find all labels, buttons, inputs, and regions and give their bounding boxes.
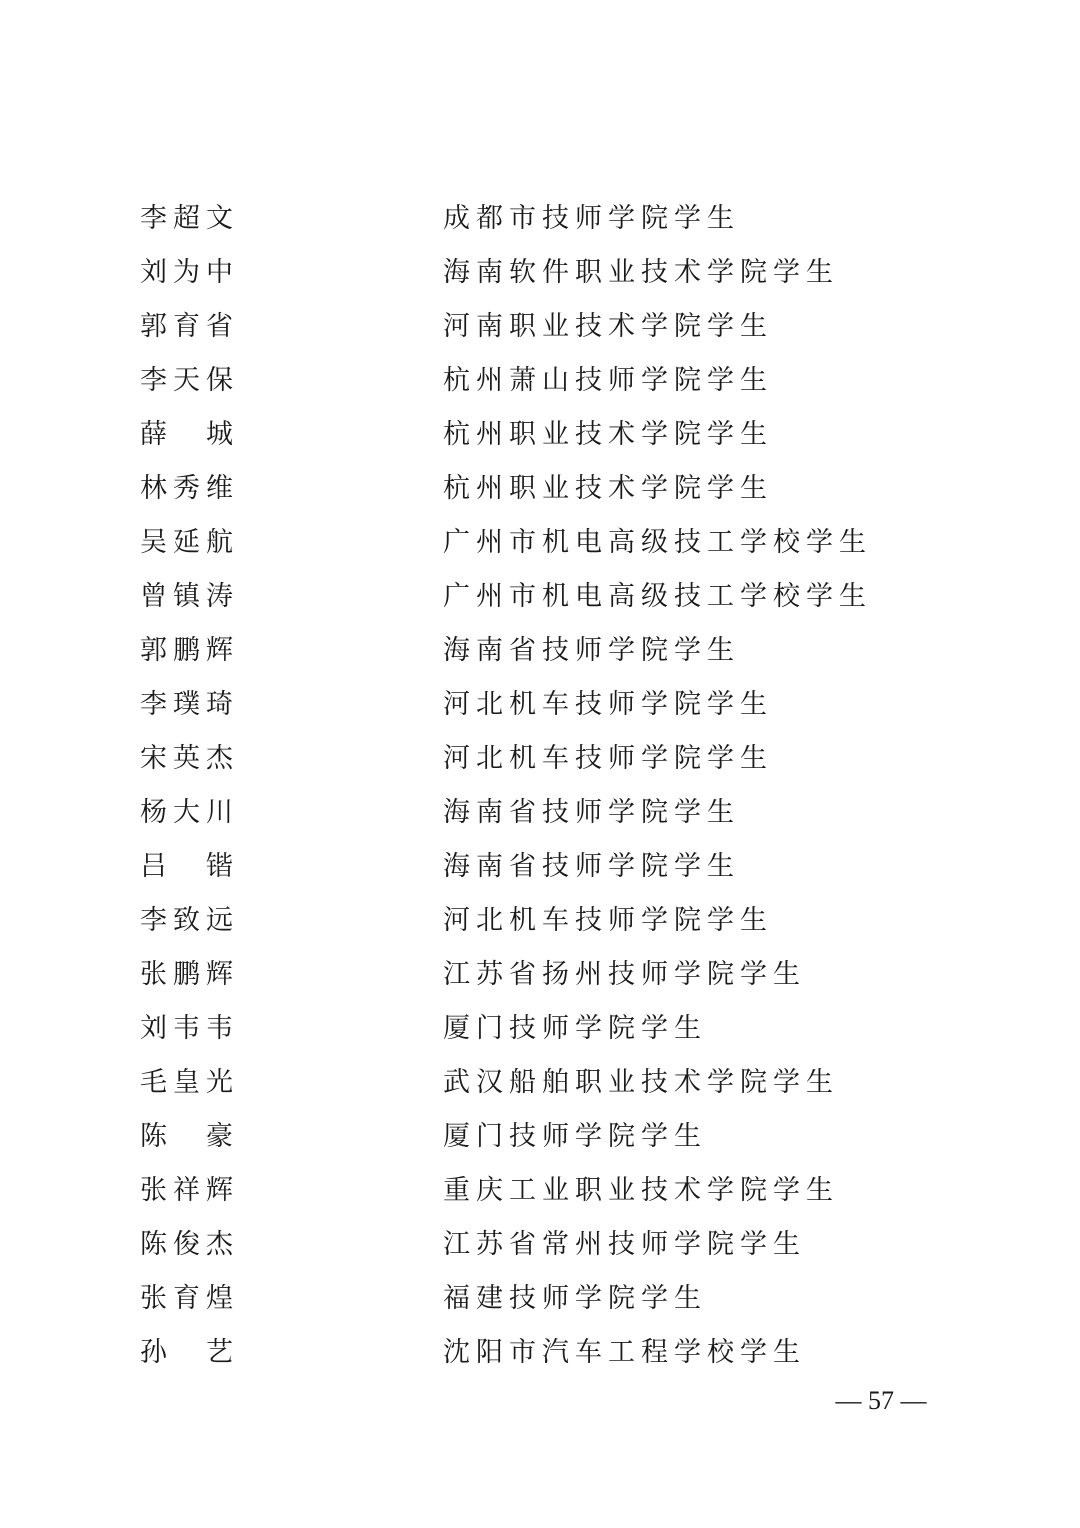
person-name: 刘为中 — [140, 256, 239, 288]
person-name: 郭育省 — [140, 310, 239, 342]
person-name: 吕 锴 — [140, 850, 239, 882]
person-name: 杨大川 — [140, 796, 239, 828]
person-org: 武汉船舶职业技术学院学生 — [443, 1066, 839, 1098]
list-item — [140, 1106, 960, 1160]
list-item — [140, 566, 960, 620]
person-org: 沈阳市汽车工程学校学生 — [443, 1336, 806, 1368]
person-org: 江苏省扬州技师学院学生 — [443, 958, 806, 990]
person-name: 陈 豪 — [140, 1120, 239, 1152]
person-name: 张育煌 — [140, 1282, 239, 1314]
person-org: 厦门技师学院学生 — [443, 1012, 707, 1044]
list-item — [140, 1052, 960, 1106]
list-item — [140, 782, 960, 836]
list-item — [140, 944, 960, 998]
person-org: 河北机车技师学院学生 — [443, 742, 773, 774]
list-item — [140, 1322, 960, 1376]
person-name: 曾镇涛 — [140, 580, 239, 612]
list-item — [140, 404, 960, 458]
person-name: 张祥辉 — [140, 1174, 239, 1206]
person-org: 成都市技师学院学生 — [443, 202, 740, 234]
person-name: 陈俊杰 — [140, 1228, 239, 1260]
page-number: — 57 — — [835, 1386, 927, 1415]
name-list — [140, 188, 960, 1376]
person-name: 李致远 — [140, 904, 239, 936]
list-item — [140, 1214, 960, 1268]
list-item — [140, 350, 960, 404]
list-item — [140, 242, 960, 296]
list-item — [140, 998, 960, 1052]
person-name: 宋英杰 — [140, 742, 239, 774]
list-item — [140, 512, 960, 566]
person-name: 李璞琦 — [140, 688, 239, 720]
person-org: 河北机车技师学院学生 — [443, 904, 773, 936]
person-org: 重庆工业职业技术学院学生 — [443, 1174, 839, 1206]
person-org: 海南省技师学院学生 — [443, 796, 740, 828]
person-org: 河北机车技师学院学生 — [443, 688, 773, 720]
person-org: 杭州职业技术学院学生 — [443, 472, 773, 504]
list-item — [140, 188, 960, 242]
person-org: 海南软件职业技术学院学生 — [443, 256, 839, 288]
person-org: 海南省技师学院学生 — [443, 850, 740, 882]
person-org: 广州市机电高级技工学校学生 — [443, 526, 872, 558]
list-item — [140, 728, 960, 782]
person-org: 广州市机电高级技工学校学生 — [443, 580, 872, 612]
person-org: 杭州萧山技师学院学生 — [443, 364, 773, 396]
list-item — [140, 1160, 960, 1214]
list-item — [140, 836, 960, 890]
list-item — [140, 458, 960, 512]
list-item — [140, 620, 960, 674]
person-org: 厦门技师学院学生 — [443, 1120, 707, 1152]
list-item — [140, 1268, 960, 1322]
person-org: 海南省技师学院学生 — [443, 634, 740, 666]
person-name: 郭鹏辉 — [140, 634, 239, 666]
person-name: 吴延航 — [140, 526, 239, 558]
person-org: 江苏省常州技师学院学生 — [443, 1228, 806, 1260]
person-name: 毛皇光 — [140, 1066, 239, 1098]
person-name: 孙 艺 — [140, 1336, 239, 1368]
person-org: 福建技师学院学生 — [443, 1282, 707, 1314]
list-item — [140, 296, 960, 350]
person-org: 河南职业技术学院学生 — [443, 310, 773, 342]
list-item — [140, 674, 960, 728]
person-name: 刘韦韦 — [140, 1012, 239, 1044]
list-item — [140, 890, 960, 944]
person-name: 薛 城 — [140, 418, 239, 450]
person-name: 张鹏辉 — [140, 958, 239, 990]
person-name: 李超文 — [140, 202, 239, 234]
person-name: 林秀维 — [140, 472, 239, 504]
person-org: 杭州职业技术学院学生 — [443, 418, 773, 450]
person-name: 李天保 — [140, 364, 239, 396]
